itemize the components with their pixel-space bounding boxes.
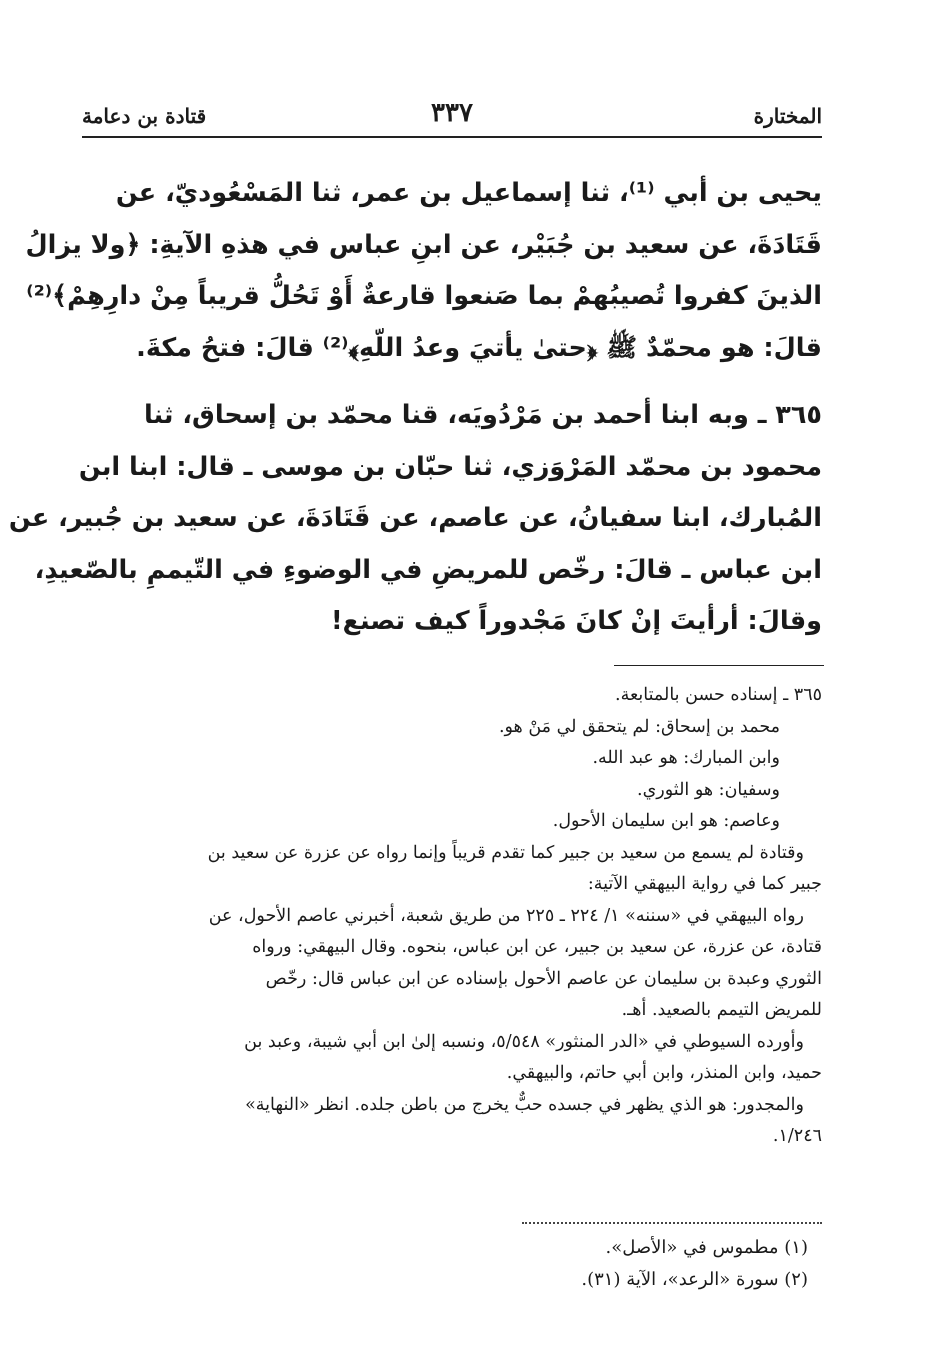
- note-line: للمريض التيمم بالصعيد. أهـ.: [621, 1000, 822, 1020]
- text-line: المُبارك، ابنا سفيانُ، عن عاصم، عن قَتَادَةَ، عن سعيد بن جُبير، عن: [8, 503, 822, 533]
- note-line: رواه البيهقي في «سننه» ١/ ٢٢٤ ـ ٢٢٥ من طريق شعبة، أخبرني عاصم الأحول، عن: [208, 905, 804, 926]
- note-line: محمد بن إسحاق: لم يتحقق لي مَنْ هو.: [498, 716, 780, 737]
- commentary: [82, 680, 822, 1153]
- note-line: وقتادة لم يسمع من سعيد بن جبير كما تقدم قريباً وإنما رواه عن عزرة عن سعيد بن: [207, 842, 804, 863]
- running-header: [82, 96, 822, 138]
- note-line: وعاصم: هو ابن سليمان الأحول.: [552, 811, 780, 831]
- page-number: ٣٣٧: [431, 98, 473, 128]
- footnotes: [82, 1232, 812, 1296]
- text-line: ابن عباس ـ قالَ: رخّص للمريضِ في الوضوءِ في التّيممِ بالصّعيدِ،: [34, 554, 822, 585]
- note-line: وسفيان: هو الثوري.: [637, 779, 780, 800]
- hadith-365: [8, 390, 822, 648]
- header-book-title: المختارة: [753, 104, 822, 128]
- note-line: جبير كما في رواية البيهقي الآتية:: [587, 874, 822, 894]
- text-line: يحيى بن أبي ⁽¹⁾، ثنا إسماعيل بن عمر، ثنا المَسْعُوديّ، عن: [115, 178, 822, 208]
- note-line: قتادة، عن عزرة، عن سعيد بن جبير، عن ابن عباس، بنحوه. وقال البيهقي: ورواه: [252, 937, 822, 957]
- text-line: قالَ: هو محمّدٌ ﷺ ﴿حتىٰ يأتيَ وعدُ اللّهِ﴾⁽²⁾ قالَ: فتحُ مكةَ.: [136, 332, 822, 363]
- note-line: وابن المبارك: هو عبد الله.: [592, 748, 780, 768]
- hadith-continuation: [25, 168, 822, 374]
- footnote: (١) مطموس في «الأصل».: [605, 1237, 808, 1258]
- note-line: ١/٢٤٦.: [772, 1126, 822, 1146]
- note-line: حميد، وابن المنذر، وابن أبي حاتم، والبيهقي.: [506, 1063, 822, 1083]
- note-line: الثوري وعبدة بن سليمان عن عاصم الأحول بإسناده عن ابن عباس قال: رخّص: [265, 968, 822, 989]
- text-line: محمود بن محمّد المَرْوَزي، ثنا حبّان بن موسى ـ قال: ابنا ابن: [78, 451, 822, 482]
- header-chapter-title: قتادة بن دعامة: [82, 104, 207, 128]
- text-line: ٣٦٥ ـ وبه ابنا أحمد بن مَرْدُويَه، قنا محمّد بن إسحاق، ثنا: [143, 400, 822, 430]
- text-line: وقالَ: أرأيتَ إنْ كانَ مَجْدوراً كيف تصنع!: [330, 606, 822, 636]
- note-line: والمجدور: هو الذي يظهر في جسده حبٌّ يخرج من باطن جلده. انظر «النهاية»: [245, 1094, 804, 1115]
- footnotes-divider: [522, 1222, 822, 1224]
- notes-divider: [614, 665, 824, 666]
- note-line: ٣٦٥ ـ إسناده حسن بالمتابعة.: [615, 685, 822, 705]
- text-line: قَتَادَةَ، عن سعيد بن جُبَيْر، عن ابنِ عباس في هذهِ الآيةِ: ﴿ولا يزالُ: [25, 229, 822, 260]
- text-line: الذينَ كفروا تُصيبُهمْ بما صَنعوا قارعةٌ أَوْ تَحُلُّ قريباً مِنْ دارِهِمْ﴾⁽²⁾: [26, 281, 822, 311]
- footnote: (٢) سورة «الرعد»، الآية (٣١).: [581, 1269, 808, 1290]
- note-line: وأورده السيوطي في «الدر المنثور» ٥/٥٤٨، ونسبه إلىٰ ابن أبي شيبة، وعبد بن: [244, 1031, 804, 1052]
- main-text: [8, 168, 822, 648]
